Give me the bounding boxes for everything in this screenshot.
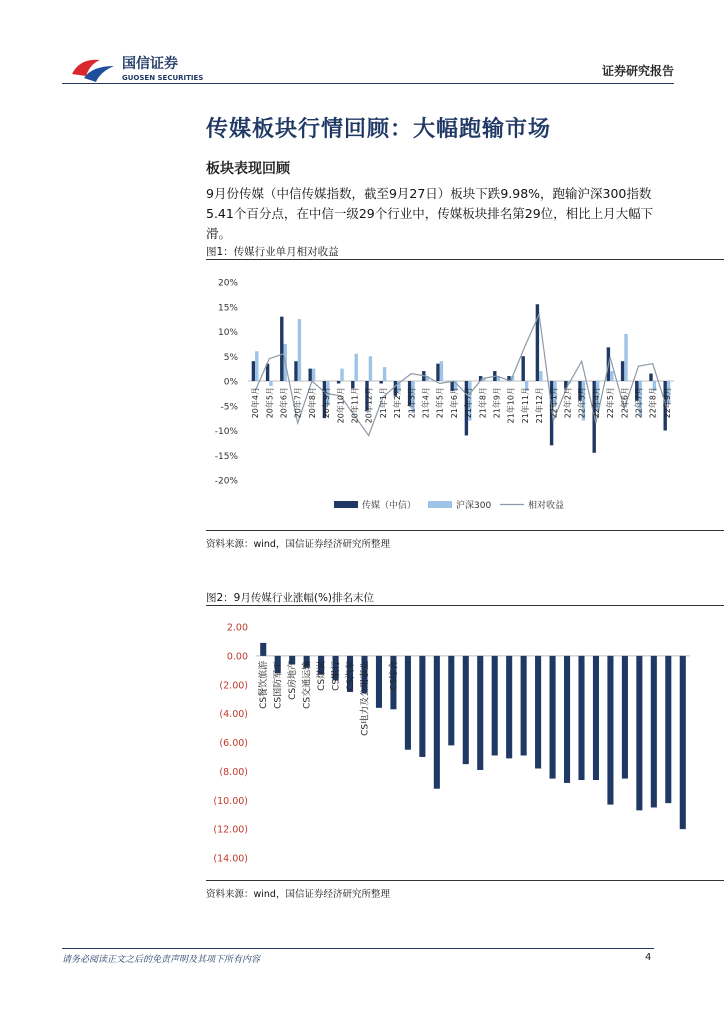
y-tick-label: 15% [217,303,238,314]
bar-csi300 [312,369,315,381]
footer-divider [62,948,654,949]
bar-media [308,369,311,381]
x-tick-label: 21年7月 [464,387,474,419]
bar-industry [680,656,686,829]
bar-media [294,361,297,381]
legend-swatch [334,501,358,508]
bar-csi300 [355,354,358,381]
x-tick-label: 20年8月 [307,387,317,419]
x-tick-label: CS餐饮旅游 [259,660,270,709]
bar-industry [564,656,570,783]
bar-industry [665,656,671,803]
x-tick-label: CS交通运输 [302,660,313,709]
bar-csi300 [624,334,627,381]
bar-csi300 [298,319,301,381]
figure2-top-rule [206,605,724,606]
x-tick-label: 20年5月 [265,387,275,419]
y-tick-label: (6.00) [219,738,248,749]
x-tick-label: 22年9月 [662,387,672,419]
y-tick-label: 0.00 [226,651,248,663]
bar-csi300 [539,371,542,381]
logo-mark-icon [70,52,210,84]
bar-csi300 [255,351,258,381]
y-tick-label: (4.00) [219,709,248,721]
x-tick-label: 22年1月 [549,387,559,419]
x-tick-label: 21年4月 [421,387,431,419]
section-title: 传媒板块行情回顾：大幅跑输市场 [206,117,552,142]
bar-media [379,381,382,383]
x-tick-label: 21年10月 [506,387,516,424]
bar-industry [419,656,425,757]
x-tick-label: 21年1月 [378,387,388,419]
x-tick-label: CS国防军工 [273,660,284,709]
figure1-caption: 图1：传媒行业单月相对收益 [206,246,339,258]
bar-industry [477,656,483,770]
chart-september-industry-ranking [206,608,724,878]
bar-industry [463,656,469,764]
bar-csi300 [440,361,443,381]
y-tick-label: (14.00) [213,853,248,865]
bar-csi300 [340,369,343,381]
y-tick-label: (10.00) [213,795,248,807]
x-tick-label: 22年3月 [577,387,587,419]
x-tick-label: CS综合 [389,660,400,691]
bar-industry [535,656,541,769]
legend-swatch [428,501,452,508]
x-tick-label: 20年7月 [293,387,303,419]
bar-csi300 [383,367,386,381]
y-tick-label: (8.00) [219,766,248,778]
figure2-bottom-rule [206,880,724,881]
x-tick-label: 21年3月 [407,387,417,419]
bar-industry [448,656,454,746]
x-tick-label: 21年11月 [520,387,530,424]
bar-industry [434,656,440,789]
figure1-source: 资料来源：wind，国信证券经济研究所整理 [206,539,390,550]
bar-csi300 [610,371,613,381]
x-tick-label: 20年10月 [336,387,346,424]
x-tick-label: CS房地产 [288,660,299,700]
x-tick-label: 22年4月 [591,387,601,419]
bar-industry [550,656,556,779]
bar-industry [492,656,498,756]
bar-industry [593,656,599,780]
y-tick-label: -5% [220,402,238,413]
x-tick-label: 22年5月 [606,387,616,419]
x-tick-label: CS煤炭 [317,660,328,691]
logo-cn-text: 国信证券 [122,56,178,72]
figure2-source: 资料来源：wind，国信证券经济研究所整理 [206,889,390,900]
bar-media [649,374,652,381]
subsection-title: 板块表现回顾 [206,161,290,177]
bar-csi300 [369,356,372,381]
bar-media [621,361,624,381]
y-tick-label: 2.00 [226,622,248,634]
x-tick-label: 22年6月 [620,387,630,419]
x-tick-label: 20年11月 [350,387,360,424]
bar-industry [260,643,266,656]
y-tick-label: -20% [214,476,238,487]
brand-logo [70,52,210,84]
footer-disclaimer: 请务必阅读正文之后的免责声明及其项下所有内容 [62,955,261,965]
bar-industry [636,656,642,810]
bar-industry [651,656,657,808]
bar-industry [506,656,512,759]
bar-industry [607,656,613,805]
x-tick-label: 21年9月 [492,387,502,419]
y-tick-label: (12.00) [213,824,248,836]
y-tick-label: 10% [217,328,238,338]
y-tick-label: 0% [223,377,238,388]
bar-industry [405,656,411,750]
chart-monthly-relative-return [206,262,724,524]
x-tick-label: 20年9月 [322,387,332,419]
x-tick-label: 22年8月 [648,387,658,419]
bar-media [337,381,340,383]
legend-label: 相对收益 [528,501,565,511]
x-tick-label: CS银行 [331,660,342,691]
x-tick-label: 20年6月 [279,387,289,419]
bar-media [252,361,255,381]
x-tick-label: 22年7月 [634,387,644,419]
y-tick-label: 20% [217,278,238,289]
x-tick-label: CS电力及公用事业 [360,660,371,736]
y-tick-label: 5% [223,352,238,363]
page-number: 4 [645,952,652,963]
logo-en-text: GUOSEN SECURITIES [122,74,204,82]
bar-industry [376,656,382,708]
bar-industry [521,656,527,756]
figure2-caption: 图2：9月传媒行业涨幅(%)排名末位 [206,592,375,604]
body-paragraph: 9月份传媒（中信传媒指数，截至9月27日）板块下跌9.98%，跑输沪深300指数5.41个百分点，在中信一级29个行业中，传媒板块排名第29位，相比上月大幅下滑。 [206,186,654,241]
x-tick-label: 21年5月 [435,387,445,419]
y-tick-label: -10% [214,427,238,437]
x-tick-label: 20年4月 [251,387,261,419]
x-tick-label: 22年2月 [563,387,573,419]
y-tick-label: (2.00) [219,680,248,692]
x-tick-label: 21年2月 [393,387,403,419]
y-tick-label: -15% [214,451,238,462]
header-divider [62,83,674,84]
bar-industry [622,656,628,779]
bar-csi300 [269,381,272,386]
report-type-label: 证券研究报告 [601,64,674,78]
bar-media [521,356,524,381]
x-tick-label: 21年8月 [478,387,488,419]
bar-media [436,364,439,381]
legend-label: 沪深300 [456,501,492,511]
x-tick-label: 21年6月 [449,387,459,419]
bar-industry [578,656,584,780]
x-tick-label: CS汽车 [346,660,357,691]
x-tick-label: 20年12月 [364,387,374,424]
legend-label: 传媒（中信） [362,501,417,511]
x-tick-label: 21年12月 [535,387,545,424]
figure1-bottom-rule [206,530,724,531]
figure1-top-rule [206,259,724,260]
bar-media [280,317,283,381]
